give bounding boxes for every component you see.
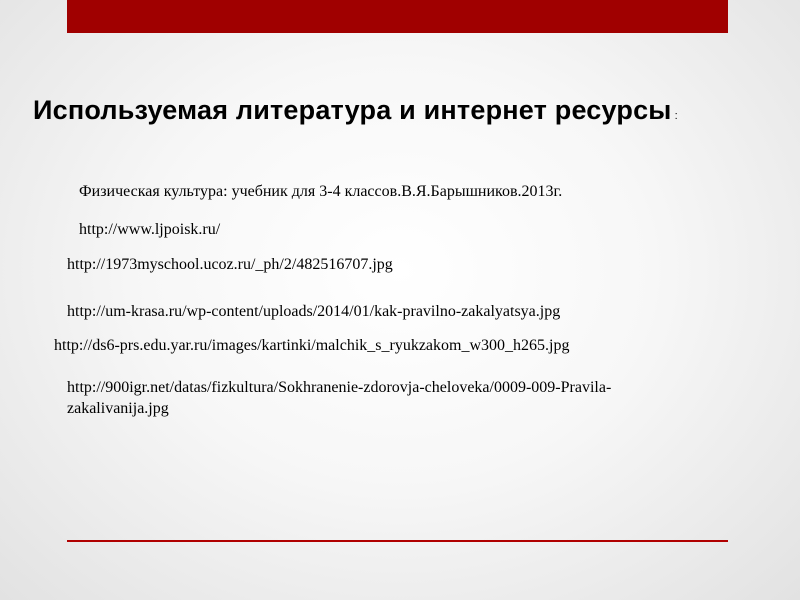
top-accent-bar <box>67 0 728 33</box>
title-colon: : <box>674 110 678 122</box>
source-link-um-krasa[interactable]: http://um-krasa.ru/wp-content/uploads/2014/01/kak-pravilno-zakalyatsya.jpg <box>67 303 561 320</box>
source-item-textbook: Физическая культура: учебник для 3-4 классов.В.Я.Барышников.2013г. <box>79 183 563 200</box>
title-text: Используемая литература и интернет ресурсы <box>33 95 672 125</box>
bottom-divider <box>67 540 728 542</box>
source-link-900igr[interactable]: http://900igr.net/datas/fizkultura/Sokhranenie-zdorovja-cheloveka/0009-009-Pravila-zakalivanija.jpg <box>67 379 612 417</box>
source-link-ds6-prs[interactable]: http://ds6-prs.edu.yar.ru/images/kartinki/malchik_s_ryukzakom_w300_h265.jpg <box>54 337 570 354</box>
source-link-1973myschool[interactable]: http://1973myschool.ucoz.ru/_ph/2/482516707.jpg <box>67 256 393 273</box>
slide-title <box>33 95 793 126</box>
source-link-ljpoisk[interactable]: http://www.ljpoisk.ru/ <box>79 221 221 238</box>
